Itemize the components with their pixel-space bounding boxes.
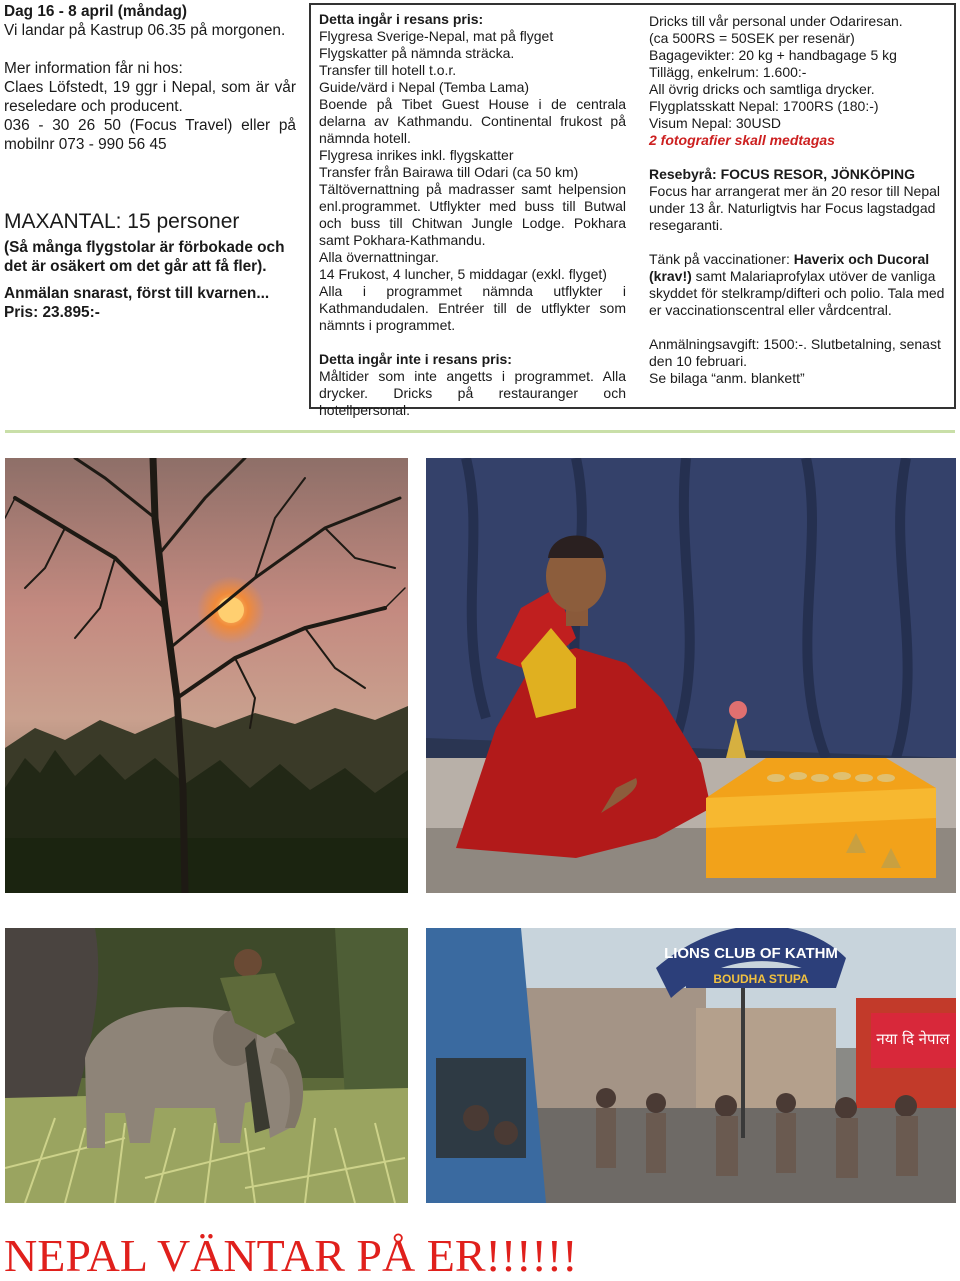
boudha-sign: BOUDHA STUPA [713, 972, 809, 986]
arrival-text: Vi landar på Kastrup 06.35 på morgonen. [4, 22, 286, 39]
lions-club-sign: LIONS CLUB OF KATHM [664, 945, 838, 962]
extras-line: Dricks till vår personal under Odariresan. [649, 13, 903, 29]
devanagari-sign: नया दि नेपाल [876, 1030, 950, 1048]
included-heading: Detta ingår i resans pris: [319, 11, 484, 27]
vaccination-text [649, 251, 945, 319]
street-photo [426, 928, 956, 1203]
included-item: Flygresa Sverige-Nepal, mat på flyget [319, 28, 554, 44]
contact-phone: 036 - 30 26 50 (Focus Travel) eller på mobilnr 073 - 990 56 45 [4, 117, 296, 153]
section-divider [5, 430, 955, 433]
max-participants-title: MAXANTAL: 15 personer [4, 210, 240, 233]
signup-text: Anmälan snarast, först till kvarnen... [4, 285, 270, 302]
vaccination-suffix: samt Malariaprofylax utöver de vanliga skyddet för stelkramp/difteri och polio. Tala med er vaccinationscentral eller vårdcentral. [649, 268, 945, 318]
contact-leader: Claes Löfstedt, 19 ggr i Nepal, som är vår reseledare och producent. [4, 79, 296, 115]
extras-line: Bagagevikter: 20 kg + handbagage 5 kg [649, 47, 897, 63]
extras-column [649, 13, 945, 387]
photos-note: 2 fotografier skall medtagas [649, 132, 835, 148]
fee-text: Anmälningsavgift: 1500:-. Slutbetalning, senast den 10 februari. [649, 336, 941, 369]
included-item: Flygresa inrikes inkl. flygskatter [319, 147, 514, 163]
included-item: Transfer till hotell t.o.r. [319, 62, 457, 78]
sunset-photo [5, 458, 408, 893]
extras-line: Visum Nepal: 30USD [649, 115, 782, 131]
included-item: Flygskatter på nämnda sträcka. [319, 45, 515, 61]
extras-line: (ca 500RS = 50SEK per resenär) [649, 30, 855, 46]
included-item: Tältövernattning på madrasser samt helpension enl.programmet. Utflykter med buss till Butwal och buss till Chitwan Jungle Lodge. Pokhara samt Pokhara-Kathmandu. [319, 181, 626, 248]
included-item: Guide/värd i Nepal (Temba Lama) [319, 79, 530, 95]
elephant-photo [5, 928, 408, 1203]
vaccination-required: Haverix och Ducoral (krav!) [649, 251, 930, 284]
contact-heading: Mer information får ni hos: [4, 60, 183, 77]
extras-line: All övrig dricks och samtliga drycker. [649, 81, 875, 97]
price-text: Pris: 23.895:- [4, 304, 100, 321]
max-participants-note: (Så många flygstolar är förbokade och det är osäkert om det går att få fler). [4, 239, 285, 275]
extras-line: Flygplatsskatt Nepal: 1700RS (180:-) [649, 98, 879, 114]
excluded-heading: Detta ingår inte i resans pris: [319, 351, 512, 367]
included-item: Alla i programmet nämnda utflykter i Kathmandudalen. Entréer till de utflykter som nämnts i programmet. [319, 283, 626, 333]
agency-text: Focus har arrangerat mer än 20 resor till Nepal under 13 år. Naturligtvis har Focus lagstadgad resegaranti. [649, 183, 941, 233]
trip-day-heading: Dag 16 - 8 april (måndag) [4, 3, 188, 20]
included-item: 14 Frukost, 4 luncher, 5 middagar (exkl. flyget) [319, 266, 607, 282]
monk-photo [426, 458, 956, 893]
included-column [319, 11, 626, 419]
included-item: Alla övernattningar. [319, 249, 439, 265]
trip-summary-column [4, 2, 296, 322]
included-item: Boende på Tibet Guest House i de centrala delarna av Kathmandu. Continental frukost på nämnda hotell. [319, 96, 626, 146]
page-headline: NEPAL VÄNTAR PÅ ER!!!!!! [4, 1230, 578, 1281]
agency-heading: Resebyrå: FOCUS RESOR, JÖNKÖPING [649, 166, 916, 182]
included-item: Transfer från Bairawa till Odari (ca 50 km) [319, 164, 579, 180]
excluded-text: Måltider som inte angetts i programmet. Alla drycker. Dricks på restauranger och hotellpersonal. [319, 368, 626, 418]
form-reference: Se bilaga “anm. blankett” [649, 370, 805, 386]
extras-line: Tillägg, enkelrum: 1.600:- [649, 64, 807, 80]
vaccination-prefix: Tänk på vaccinationer: [649, 251, 794, 267]
